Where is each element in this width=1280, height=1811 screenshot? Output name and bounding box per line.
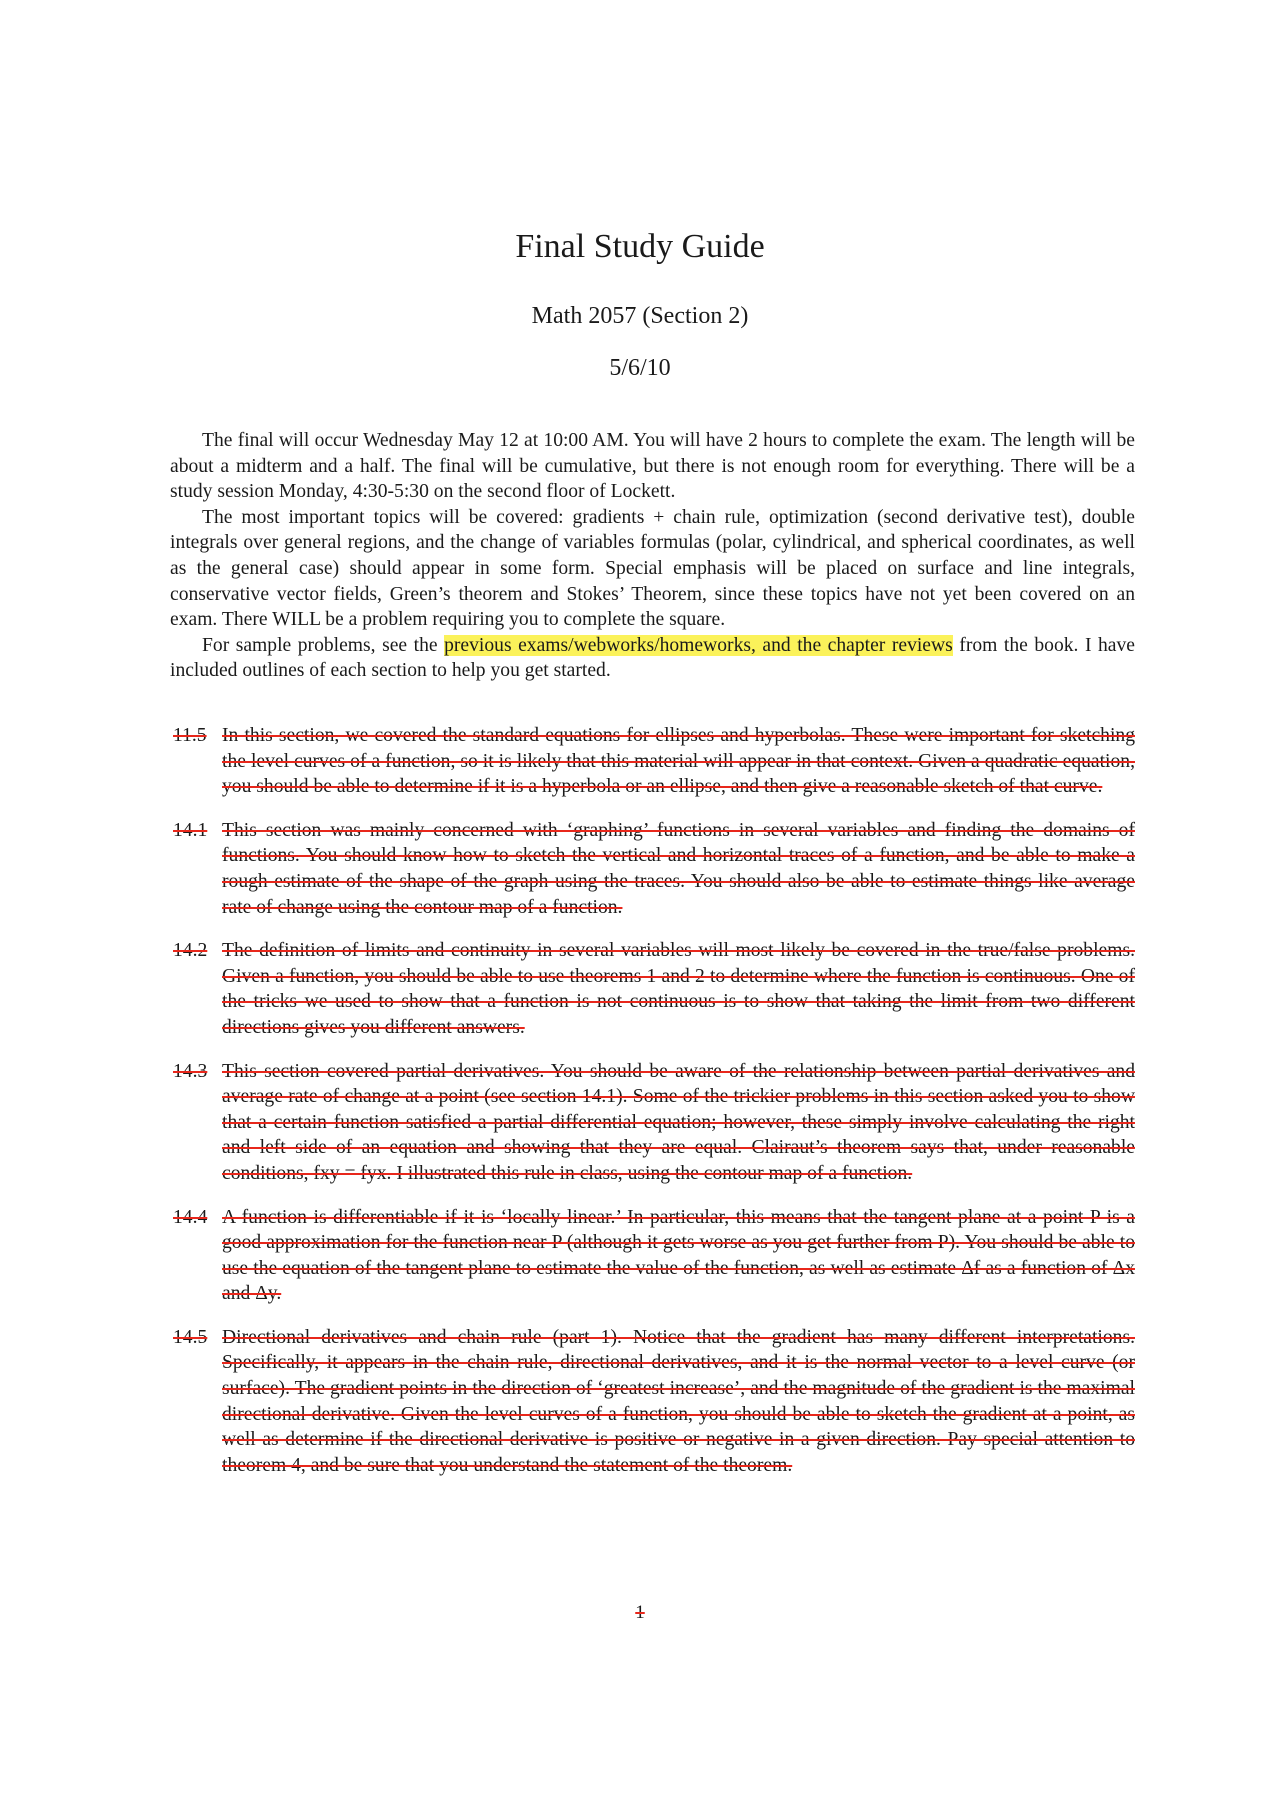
page-number: 1: [635, 1602, 645, 1623]
section-outline-list: [170, 723, 1135, 1496]
intro-paragraph: The final will occur Wednesday May 12 at 10:00 AM. You will have 2 hours to complete the exam. The length will be about a midterm and a half. The final will be cumulative, but there is not enough room for everything. There will be a study session Monday, 4:30-5:30 on the second floor of Lockett.: [170, 430, 1135, 503]
section-item-14-4[interactable]: [170, 1205, 1135, 1307]
section-number: 14.4: [173, 1206, 208, 1228]
section-number: 11.5: [173, 725, 207, 746]
section-item-14-5[interactable]: [170, 1325, 1135, 1479]
document-date: 5/6/10: [609, 355, 671, 381]
section-text: In this section, we covered the standard equations for ellipses and hyperbolas. These were important for sketching the level curves of a function, so it is likely that this material will appear in that context. Given a quadratic equation, you should be able to determine if it is a hyperbola or an ellipse, and then give a reasonable sketch of that curve.: [222, 725, 1135, 798]
section-number: 14.1: [173, 819, 208, 841]
section-item-14-3[interactable]: [170, 1059, 1135, 1187]
section-text: The definition of limits and continuity in several variables will most likely be covered in the true/false problems. Given a function, you should be able to use theorems 1 and 2 to determine where the function is continuous. One of the tricks we used to show that a function is not continuous is to show that taking the limit from two different directions gives you different answers.: [222, 940, 1135, 1038]
section-text: This section was mainly concerned with ‘graphing’ functions in several variables and finding the domains of functions. You should know how to sketch the vertical and horizontal traces of a function, and be able to make a rough estimate of the shape of the graph using the traces. You should also be able to estimate things like average rate of change using the contour map of a function.: [222, 819, 1135, 918]
section-number: 14.2: [173, 940, 208, 962]
intro-paragraph: The most important topics will be covered: gradients + chain rule, optimization (second derivative test), double integrals over general regions, and the change of variables formulas (polar, cylindrical, and spherical coordinates, as well as the general case) should appear in some form. Special emphasis will be placed on surface and line integrals, conservative vector fields, Green’s theorem and Stokes’ Theorem, since these topics have not yet been covered on an exam. There WILL be a problem requiring you to complete the square.: [170, 506, 1135, 631]
section-number: 14.5: [173, 1326, 208, 1348]
highlight-annotation[interactable]: previous exams/webworks/homeworks, and the chapter reviews: [444, 634, 953, 656]
intro-paragraph: [170, 633, 1135, 684]
intro-text-segment: For sample problems, see the: [202, 634, 445, 656]
section-text: This section covered partial derivatives. You should be aware of the relationship between partial derivatives and average rate of change at a point (see section 14.1). Some of the trickier problems in this section asked you to show that a certain function satisfied a partial differential equation; however, these simply involve calculating the right and left side of an equation and showing that they are equal. Clairaut’s theorem says that, under reasonable conditions, fxy = fyx. I illustrated this rule in class, using the contour map of a function.: [222, 1060, 1135, 1184]
section-item-14-1[interactable]: [170, 818, 1135, 920]
document-title: Final Study Guide: [515, 228, 765, 265]
intro-text: [170, 428, 1135, 684]
section-number: 14.3: [173, 1060, 208, 1082]
intro-text-segment: from the book. I have included outlines of each section to help you get started.: [170, 634, 1135, 682]
section-item-11-5[interactable]: [170, 723, 1135, 800]
course-subtitle: Math 2057 (Section 2): [531, 303, 749, 329]
section-text: A function is differentiable if it is ‘locally linear.’ In particular, this means that the tangent plane at a point P is a good approximation for the function near P (although it gets worse as you get further from P). You should be able to use the equation of the tangent plane to estimate the value of the function, as well as estimate Δf as a function of Δx and Δy.: [222, 1206, 1135, 1305]
section-text: Directional derivatives and chain rule (part 1). Notice that the gradient has many different interpretations. Specifically, it appears in the chain rule, directional derivatives, and it is the normal vector to a level curve (or surface). The gradient points in the direction of ‘greatest increase’, and the magnitude of the gradient is the maximal directional derivative. Given the level curves of a function, you should be able to sketch the gradient at a point, as well as determine if the directional derivative is positive or negative in a given direction. Pay special attention to theorem 4, and be sure that you understand the statement of the theorem.: [222, 1326, 1135, 1476]
section-item-14-2[interactable]: [170, 938, 1135, 1040]
